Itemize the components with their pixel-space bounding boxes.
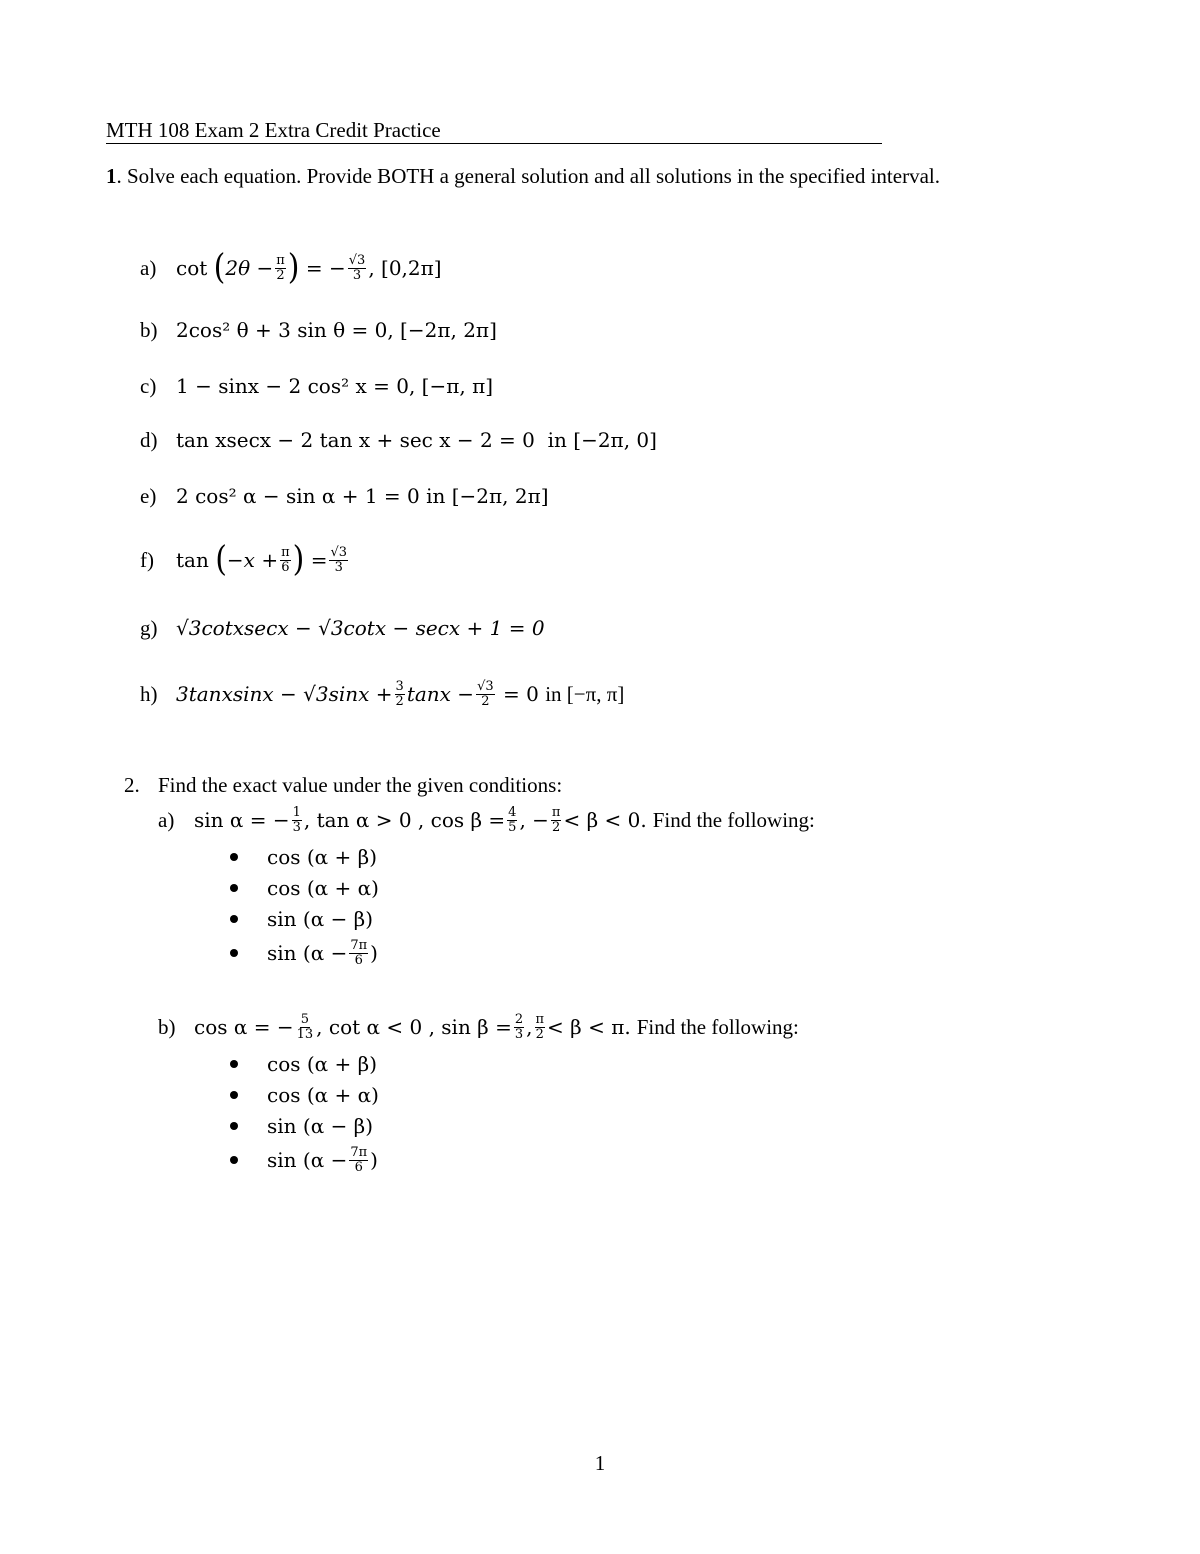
equation-row-d (140, 420, 657, 460)
eq-h-fraction-2: $\frac{√3}{2}$ (477, 678, 494, 709)
item-label-h: h) (140, 681, 158, 706)
bullet-dot (230, 1060, 238, 1068)
frac-b1: $\frac{5}{13}$ (296, 1011, 314, 1042)
bullet-dot (230, 884, 238, 892)
eq-d-interval: in [−2π, 0] (547, 428, 657, 452)
equation-d: tan xsecx − 2 tan x + sec x − 2 = 0 in [−2π, 0] (176, 428, 657, 452)
eq-h-interval: in [−π, π] (545, 681, 625, 706)
question-1-text: . Solve each equation. Provide BOTH a general solution and all solutions in the specified interval. (116, 164, 940, 188)
item-label-a: a) (140, 255, 157, 280)
bullet-dot (230, 949, 238, 957)
equation-f: tan ( −x + $\frac{\pi}{6}$ ) = $\frac{√3}{3}$ (176, 539, 348, 580)
bullet-dot (230, 853, 238, 861)
eq-a-rhs-fraction: $\frac{√3}{3}$ (348, 252, 366, 283)
bullet-dot (230, 1156, 238, 1164)
frac-b3: $\frac{\pi}{2}$ (535, 1011, 545, 1042)
item-label-d: d) (140, 427, 158, 452)
equation-row-h (140, 674, 624, 714)
bullet-a-2: cos (α + α) (228, 873, 379, 903)
eq-a-argument: 2θ − (225, 256, 274, 280)
frac-a2: $\frac{4}{5}$ (508, 804, 517, 835)
eq-a-fraction: $\frac{\pi}{2}$ (276, 252, 285, 283)
equation-row-a (140, 248, 442, 288)
equation-g: √3cotxsecx − √3cotx − secx + 1 = 0 (176, 616, 545, 640)
equation-row-e (140, 476, 549, 516)
eq-b-interval: , [−2π, 2π] (387, 318, 497, 342)
page-title: MTH 108 Exam 2 Extra Credit Practice (106, 118, 882, 144)
eq-h-fraction-1: $\frac{3}{2}$ (395, 678, 404, 709)
item-label-e: e) (140, 483, 157, 508)
item-label-c: c) (140, 373, 157, 398)
question-1-instruction (106, 163, 940, 189)
page-number: 1 (594, 1451, 606, 1475)
frac-a3: $\frac{\pi}{2}$ (551, 804, 561, 835)
subquestion-b-given: cos α = − $\frac{5}{13}$ , cot α < 0 , sin β = $\frac{2}{3}$ , $\frac{\pi}{2}$ < β < π. (194, 1011, 631, 1042)
subquestion-a-label: a) (158, 807, 175, 832)
equation-e: 2 cos² α − sin α + 1 = 0 in [−2π, 2π] (176, 484, 549, 508)
bullet-a-1: cos (α + β) (228, 842, 377, 872)
bullet-b-4: sin (α − $\frac{7\pi}{6}$ ) (228, 1145, 378, 1175)
bullet-dot (230, 1091, 238, 1099)
equation-c: 1 − sinx − 2 cos² x = 0 , [−π, π] (176, 374, 494, 398)
subquestion-b-find: Find the following: (636, 1014, 799, 1039)
bullet-a-3: sin (α − β) (228, 904, 373, 934)
eq-a-function: cot (176, 256, 208, 280)
question-2-number: 2. (124, 773, 140, 797)
eq-f-rhs-fraction: $\frac{√3}{3}$ (330, 544, 348, 575)
item-label-g: g) (140, 615, 158, 640)
question-1-number: 1 (106, 164, 117, 188)
eq-f-fraction: $\frac{\pi}{6}$ (281, 544, 290, 575)
equation-row-f (140, 540, 350, 580)
item-label-f: f) (140, 547, 154, 572)
subquestion-b (158, 1009, 799, 1045)
equation-b: 2cos² θ + 3 sin θ = 0 , [−2π, 2π] (176, 318, 497, 342)
equation-row-c (140, 366, 493, 406)
equation-a: cot ( 2θ − $\frac{\pi}{2}$ ) = − $\frac{√3}{3}$ , [0,2π] (176, 247, 442, 288)
bullet-a-4: sin (α − $\frac{7\pi}{6}$ ) (228, 938, 378, 968)
equation-row-g (140, 608, 545, 648)
eq-e-interval: in [−2π, 2π] (426, 484, 549, 508)
eq-a-interval: , [0,2π] (368, 256, 442, 280)
frac-b2: $\frac{2}{3}$ (514, 1011, 524, 1042)
subquestion-a (158, 802, 815, 838)
eq-a-equals: = − (305, 256, 346, 280)
question-2-text: Find the exact value under the given conditions: (158, 773, 563, 797)
subquestion-a-given: sin α = − $\frac{1}{3}$ , tan α > 0 , cos β = $\frac{4}{5}$ , − $\frac{\pi}{2}$ < β < 0. (194, 804, 647, 835)
equation-h: 3tanxsinx − √3sinx + $\frac{3}{2}$ tanx − $\frac{√3}{2}$ = 0 in [−π, π] (176, 678, 625, 709)
bullet-b-1: cos (α + β) (228, 1049, 377, 1079)
bullet-b-3: sin (α − β) (228, 1111, 373, 1141)
bullet-b-2: cos (α + α) (228, 1080, 379, 1110)
subquestion-a-find: Find the following: (652, 807, 815, 832)
frac-a1: $\frac{1}{3}$ (292, 804, 301, 835)
bullet-dot (230, 1122, 238, 1130)
bullet-dot (230, 915, 238, 923)
frac-a-last: $\frac{7\pi}{6}$ (350, 937, 368, 968)
frac-b-last: $\frac{7\pi}{6}$ (350, 1144, 368, 1175)
eq-c-interval: , [−π, π] (408, 374, 494, 398)
subquestion-b-label: b) (158, 1014, 176, 1039)
item-label-b: b) (140, 317, 158, 342)
question-2-instruction (124, 772, 562, 798)
equation-row-b (140, 310, 497, 350)
